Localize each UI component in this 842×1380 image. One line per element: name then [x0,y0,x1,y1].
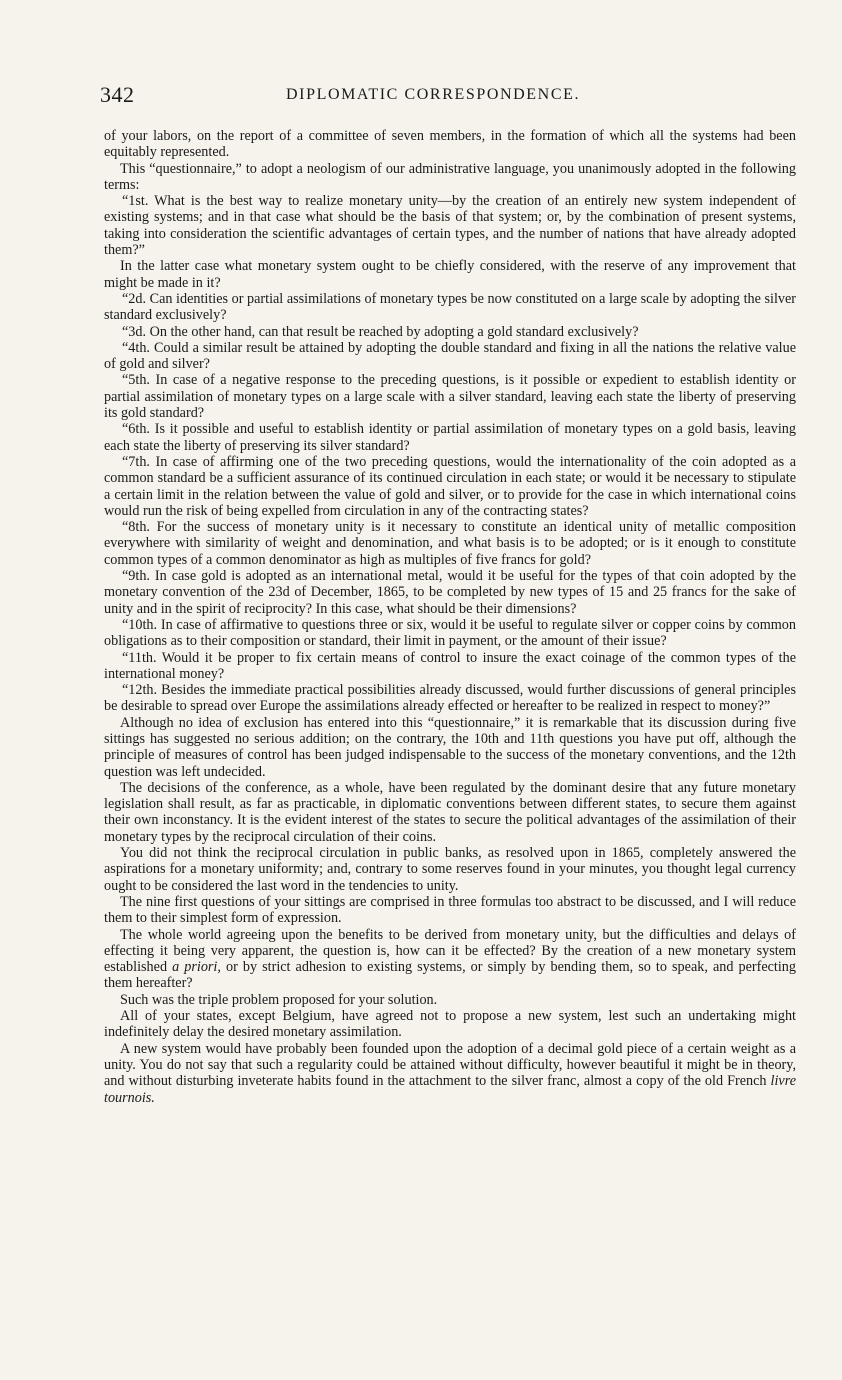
running-head: DIPLOMATIC CORRESPONDENCE. [286,86,581,103]
question-11: “11th. Would it be proper to fix certain means of control to insure the exact coinage of the common types of the international money? [104,649,796,682]
paragraph: Although no idea of exclusion has entered into this “questionnaire,” it is remarkable that its discussion during five sittings has suggested no serious addition; on the contrary, the 10th and 11th questions you have put off, although the principle of measures of control has been judged indispensable to the success of the monetary conventions, and the 12th question was left undecided. [104,714,796,780]
question-3: “3d. On the other hand, can that result be reached by adopting a gold standard exclusively? [122,323,639,340]
italic-phrase: a priori, [172,959,221,976]
page-number: 342 [100,82,135,107]
paragraph: All of your states, except Belgium, have agreed not to propose a new system, lest such an undertaking might indefinitely delay the desired monetary assimilation. [104,1008,796,1041]
question-7: “7th. In case of affirming one of the two preceding questions, would the internationality of the coin adopted as a common standard be a sufficient assurance of its continued circulation in each state; or would it be necessary to stipulate a certain limit in the relation between the value of gold and silver, or to provide for the case in which international coins would run the risk of being expelled from circulation in any of the contracting states? [104,453,796,519]
paragraph: You did not think the reciprocal circulation in public banks, as resolved upon in 1865, completely answered the aspirations for a monetary uniformity; and, contrary to some reserves found in your minutes, you thought legal currency ought to be considered the last word in the tendencies to unity. [104,845,796,894]
text-run: The whole world agreeing upon the benefits to be derived from monetary unity, but the difficulties and delays of effecting it being very apparent, the question is, how can it be effected? By the creation of a new monetary system established [104,926,796,976]
paragraph: The nine first questions of your sittings are comprised in three formulas too abstract to be discussed, and I will reduce them to their simplest form of expression. [104,893,796,927]
question-6: “6th. Is it possible and useful to establish identity or partial assimilation of monetary types on a gold basis, leaving each state the liberty of preserving its silver standard? [104,421,796,454]
question-4: “4th. Could a similar result be attained by adopting the double standard and fixing in all the nations the relative value of gold and silver? [104,339,796,373]
question-9: “9th. In case gold is adopted as an international metal, would it be useful for the types of that coin adopted by the monetary convention of the 23d of December, 1865, to be completed by new types of 15 and 25 francs for the sake of unity and in the spirit of reciprocity? In this case, what should be their dimensions? [104,568,796,617]
paragraph: of your labors, on the report of a committee of seven members, in the formation of which all the systems had been equitably represented. [104,128,796,161]
question-1: “1st. What is the best way to realize monetary unity—by the creation of an entirely new system independent of existing systems; and in that case what should be the basis of that system; or, by the combination of present systems, taking into consideration the scientific advantages of certain types, and the number of nations that have already adopted them?” [104,193,796,259]
paragraph: In the latter case what monetary system ought to be chiefly considered, with the reserve of any improvement that might be made in it? [104,258,796,291]
question-2: “2d. Can identities or partial assimilations of monetary types be now constituted on a large scale by adopting the silver standard exclusively? [104,290,796,324]
paragraph: This “questionnaire,” to adopt a neologism of our administrative language, you unanimously adopted in the following terms: [104,160,796,193]
paragraph [104,927,796,992]
body-text [104,128,796,1106]
question-10: “10th. In case of affirmative to questions three or six, would it be useful to regulate silver or copper coins by common obligations as to their composition or standard, their limit in payment, or the amount of their issue? [104,616,796,650]
question-12: “12th. Besides the immediate practical possibilities already discussed, would further discussions of general principles be desirable to spread over Europe the assimilations already effected or hereafter to be realized in respect to money?” [104,682,796,715]
question-5: “5th. In case of a negative response to the preceding questions, is it possible or expedient to establish identity or partial assimilation of monetary types on a large scale with a silver standard, leaving each state the liberty of preserving its gold standard? [104,372,796,422]
paragraph: Such was the triple problem proposed for your solution. [120,991,438,1008]
question-8: “8th. For the success of monetary unity is it necessary to constitute an identical unity of metallic composition everywhere with similarity of weight and denomination, and what basis is to be adopted; or is it enough to constitute common types of a common denominator as high as multiples of five francs for gold? [104,519,796,568]
paragraph: The decisions of the conference, as a whole, have been regulated by the dominant desire that any future monetary legislation shall result, as far as practicable, in diplomatic conventions between different states, to secure them against their own inconstancy. It is the evident interest of the states to secure the political advantages of the assimilation of their monetary types by the reciprocal circulation of their coins. [104,779,796,845]
italic-phrase: livre tournois. [104,1073,797,1106]
text-run: A new system would have probably been founded upon the adoption of a decimal gold piece of a certain weight as a unity. You do not say that such a regularity could be attained without difficulty, however beautiful it might be in theory, and without disturbing inveterate habits found in the attachment to the silver franc, almost a copy of the old French [104,1040,796,1090]
page-header [100,82,800,112]
text-run: or by strict adhesion to existing systems, or simply by bending them, so to speak, and perfecting them hereafter? [104,959,796,992]
paragraph [104,1041,796,1106]
